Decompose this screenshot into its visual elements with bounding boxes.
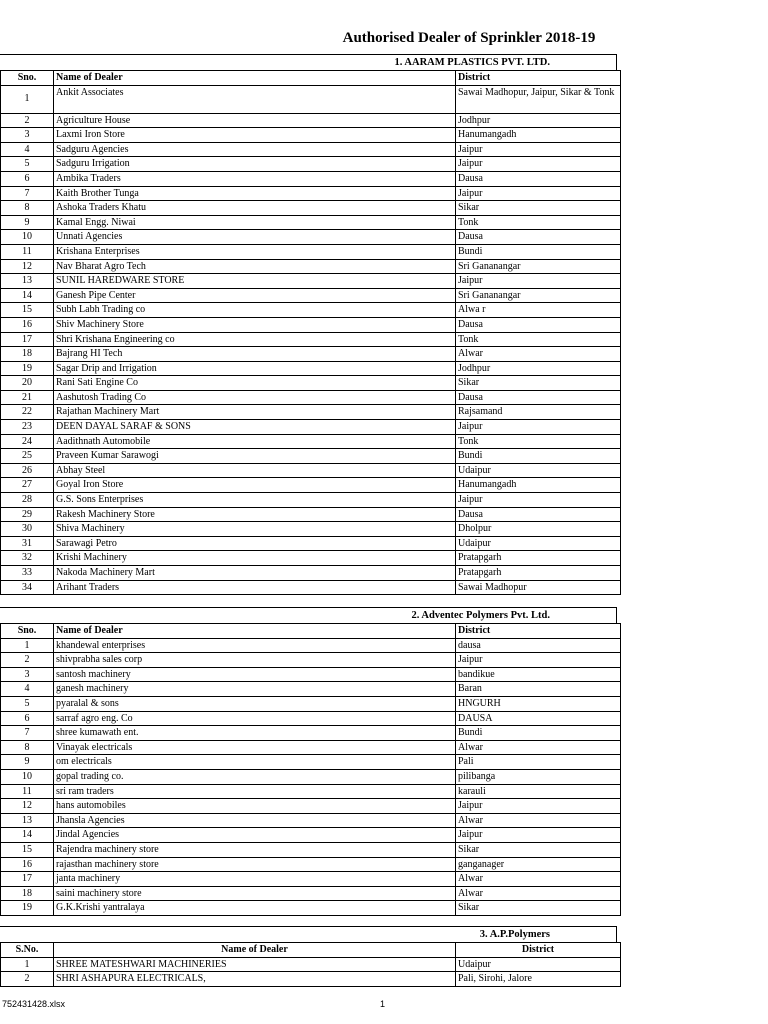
cell-dealer-name: Kaith Brother Tunga	[54, 186, 456, 201]
cell-sno: 32	[1, 551, 54, 566]
cell-district: Bundi	[456, 449, 621, 464]
cell-sno: 29	[1, 507, 54, 522]
table-row	[1, 142, 621, 157]
table-row	[1, 128, 621, 143]
cell-district: Sikar	[456, 201, 621, 216]
table-row	[1, 259, 621, 274]
cell-sno: 13	[1, 813, 54, 828]
cell-dealer-name: SHRI ASHAPURA ELECTRICALS,	[54, 972, 456, 987]
column-header-sno: S.No.	[1, 943, 54, 958]
column-header-name: Name of Dealer	[54, 624, 456, 639]
cell-dealer-name: Vinayak electricals	[54, 740, 456, 755]
table-row	[1, 726, 621, 741]
column-header-sno: Sno.	[1, 71, 54, 86]
table-row	[1, 244, 621, 259]
table-row	[1, 799, 621, 814]
cell-dealer-name: Kamal Engg. Niwai	[54, 215, 456, 230]
cell-district: HNGURH	[456, 696, 621, 711]
cell-district: Alwa r	[456, 303, 621, 318]
table-row	[1, 347, 621, 362]
table-row	[1, 303, 621, 318]
table-row	[1, 696, 621, 711]
cell-sno: 2	[1, 113, 54, 128]
cell-dealer-name: Sadguru Agencies	[54, 142, 456, 157]
section-aaram-plastics	[0, 54, 617, 595]
table-row	[1, 493, 621, 508]
table-row	[1, 434, 621, 449]
section-ap-polymers	[0, 926, 617, 987]
cell-district: Jaipur	[456, 186, 621, 201]
cell-dealer-name: SHREE MATESHWARI MACHINERIES	[54, 957, 456, 972]
cell-sno: 9	[1, 215, 54, 230]
cell-dealer-name: sri ram traders	[54, 784, 456, 799]
cell-sno: 23	[1, 420, 54, 435]
cell-sno: 19	[1, 901, 54, 916]
cell-sno: 14	[1, 288, 54, 303]
cell-sno: 3	[1, 667, 54, 682]
cell-district: Tonk	[456, 332, 621, 347]
table-row	[1, 580, 621, 595]
cell-district: Udaipur	[456, 957, 621, 972]
cell-sno: 15	[1, 303, 54, 318]
table-row	[1, 784, 621, 799]
cell-dealer-name: Ambika Traders	[54, 171, 456, 186]
column-header-name: Name of Dealer	[54, 943, 456, 958]
table-row	[1, 740, 621, 755]
table-row	[1, 274, 621, 289]
cell-dealer-name: DEEN DAYAL SARAF & SONS	[54, 420, 456, 435]
table-row	[1, 288, 621, 303]
cell-district: Alwar	[456, 813, 621, 828]
table-row	[1, 972, 621, 987]
cell-district: Udaipur	[456, 463, 621, 478]
cell-district: Rajsamand	[456, 405, 621, 420]
cell-sno: 12	[1, 259, 54, 274]
table-row	[1, 463, 621, 478]
column-header-name: Name of Dealer	[54, 71, 456, 86]
cell-dealer-name: Agriculture House	[54, 113, 456, 128]
table-row	[1, 828, 621, 843]
cell-sno: 2	[1, 653, 54, 668]
cell-sno: 21	[1, 390, 54, 405]
cell-dealer-name: gopal trading co.	[54, 769, 456, 784]
cell-district: Pratapgarh	[456, 566, 621, 581]
table-row	[1, 420, 621, 435]
cell-district: Tonk	[456, 434, 621, 449]
cell-district: Pratapgarh	[456, 551, 621, 566]
cell-sno: 8	[1, 201, 54, 216]
table-row	[1, 317, 621, 332]
cell-sno: 20	[1, 376, 54, 391]
cell-sno: 10	[1, 230, 54, 245]
cell-district: pilibanga	[456, 769, 621, 784]
cell-sno: 16	[1, 317, 54, 332]
cell-dealer-name: Nav Bharat Agro Tech	[54, 259, 456, 274]
cell-district: Jodhpur	[456, 361, 621, 376]
cell-dealer-name: Shiv Machinery Store	[54, 317, 456, 332]
cell-dealer-name: shree kumawath ent.	[54, 726, 456, 741]
table-row	[1, 755, 621, 770]
cell-dealer-name: Krishana Enterprises	[54, 244, 456, 259]
cell-dealer-name: rajasthan machinery store	[54, 857, 456, 872]
cell-sno: 11	[1, 244, 54, 259]
table-row	[1, 113, 621, 128]
cell-dealer-name: Praveen Kumar Sarawogi	[54, 449, 456, 464]
table-row	[1, 842, 621, 857]
cell-sno: 18	[1, 347, 54, 362]
cell-district: Hanumangadh	[456, 478, 621, 493]
cell-sno: 8	[1, 740, 54, 755]
table-row	[1, 215, 621, 230]
cell-district: Dausa	[456, 390, 621, 405]
table-row	[1, 522, 621, 537]
table-row	[1, 449, 621, 464]
cell-dealer-name: om electricals	[54, 755, 456, 770]
cell-dealer-name: Sadguru Irrigation	[54, 157, 456, 172]
table-row	[1, 551, 621, 566]
cell-district: Jaipur	[456, 828, 621, 843]
cell-sno: 11	[1, 784, 54, 799]
cell-dealer-name: Subh Labh Trading co	[54, 303, 456, 318]
cell-dealer-name: Laxmi Iron Store	[54, 128, 456, 143]
table-row	[1, 85, 621, 113]
table-header-row	[1, 624, 621, 639]
table-row	[1, 667, 621, 682]
cell-sno: 5	[1, 157, 54, 172]
footer-filename: 752431428.xlsx	[2, 999, 66, 1009]
cell-dealer-name: Rani Sati Engine Co	[54, 376, 456, 391]
cell-district: Pali	[456, 755, 621, 770]
cell-dealer-name: saini machinery store	[54, 886, 456, 901]
cell-sno: 7	[1, 186, 54, 201]
table-row	[1, 507, 621, 522]
cell-district: Baran	[456, 682, 621, 697]
cell-dealer-name: santosh machinery	[54, 667, 456, 682]
cell-dealer-name: Shri Krishana Engineering co	[54, 332, 456, 347]
cell-district: Jaipur	[456, 142, 621, 157]
cell-district: Alwar	[456, 347, 621, 362]
table-row	[1, 376, 621, 391]
cell-dealer-name: Krishi Machinery	[54, 551, 456, 566]
cell-dealer-name: janta machinery	[54, 872, 456, 887]
table-row	[1, 332, 621, 347]
cell-district: Sri Gananangar	[456, 259, 621, 274]
cell-district: Jaipur	[456, 420, 621, 435]
cell-sno: 25	[1, 449, 54, 464]
cell-dealer-name: G.K.Krishi yantralaya	[54, 901, 456, 916]
cell-district: Dausa	[456, 230, 621, 245]
cell-sno: 6	[1, 171, 54, 186]
cell-sno: 31	[1, 536, 54, 551]
cell-dealer-name: Rakesh Machinery Store	[54, 507, 456, 522]
cell-district: dausa	[456, 638, 621, 653]
cell-sno: 24	[1, 434, 54, 449]
cell-sno: 27	[1, 478, 54, 493]
cell-district: Alwar	[456, 872, 621, 887]
section-adventec-polymers	[0, 607, 617, 916]
table-row	[1, 201, 621, 216]
dealer-table	[0, 623, 621, 916]
cell-district: Jaipur	[456, 274, 621, 289]
cell-dealer-name: Rajathan Machinery Mart	[54, 405, 456, 420]
cell-sno: 6	[1, 711, 54, 726]
column-header-district: District	[456, 943, 621, 958]
cell-sno: 16	[1, 857, 54, 872]
cell-dealer-name: Aashutosh Trading Co	[54, 390, 456, 405]
cell-sno: 33	[1, 566, 54, 581]
cell-district: Bundi	[456, 726, 621, 741]
cell-sno: 7	[1, 726, 54, 741]
cell-sno: 13	[1, 274, 54, 289]
table-row	[1, 769, 621, 784]
dealer-table	[0, 70, 621, 595]
cell-district: Sawai Madhopur	[456, 580, 621, 595]
cell-district: ganganager	[456, 857, 621, 872]
table-row	[1, 886, 621, 901]
cell-sno: 10	[1, 769, 54, 784]
cell-sno: 3	[1, 128, 54, 143]
cell-district: bandikue	[456, 667, 621, 682]
cell-district: Jaipur	[456, 157, 621, 172]
table-row	[1, 186, 621, 201]
cell-sno: 4	[1, 142, 54, 157]
cell-dealer-name: Jindal Agencies	[54, 828, 456, 843]
cell-district: Bundi	[456, 244, 621, 259]
cell-dealer-name: hans automobiles	[54, 799, 456, 814]
table-row	[1, 638, 621, 653]
cell-sno: 30	[1, 522, 54, 537]
cell-district: Jaipur	[456, 799, 621, 814]
column-header-district: District	[456, 624, 621, 639]
cell-dealer-name: Unnati Agencies	[54, 230, 456, 245]
footer-page-number: 1	[380, 999, 386, 1009]
cell-sno: 1	[1, 957, 54, 972]
table-row	[1, 390, 621, 405]
cell-dealer-name: shivprabha sales corp	[54, 653, 456, 668]
cell-sno: 17	[1, 872, 54, 887]
cell-district: Sikar	[456, 376, 621, 391]
cell-district: Pali, Sirohi, Jalore	[456, 972, 621, 987]
cell-sno: 12	[1, 799, 54, 814]
table-row	[1, 682, 621, 697]
cell-dealer-name: khandewal enterprises	[54, 638, 456, 653]
cell-sno: 9	[1, 755, 54, 770]
cell-sno: 4	[1, 682, 54, 697]
table-row	[1, 157, 621, 172]
cell-sno: 18	[1, 886, 54, 901]
table-row	[1, 813, 621, 828]
cell-dealer-name: Arihant Traders	[54, 580, 456, 595]
cell-dealer-name: Bajrang HI Tech	[54, 347, 456, 362]
cell-district: karauli	[456, 784, 621, 799]
cell-district: Sawai Madhopur, Jaipur, Sikar & Tonk	[456, 85, 621, 113]
column-header-district: District	[456, 71, 621, 86]
column-header-sno: Sno.	[1, 624, 54, 639]
cell-dealer-name: ganesh machinery	[54, 682, 456, 697]
cell-sno: 14	[1, 828, 54, 843]
cell-dealer-name: Rajendra machinery store	[54, 842, 456, 857]
cell-sno: 19	[1, 361, 54, 376]
cell-district: DAUSA	[456, 711, 621, 726]
page-title: Authorised Dealer of Sprinkler 2018-19	[342, 30, 596, 46]
cell-sno: 26	[1, 463, 54, 478]
cell-sno: 17	[1, 332, 54, 347]
cell-district: Sikar	[456, 842, 621, 857]
cell-district: Jaipur	[456, 653, 621, 668]
cell-dealer-name: Nakoda Machinery Mart	[54, 566, 456, 581]
table-row	[1, 478, 621, 493]
table-row	[1, 857, 621, 872]
table-row	[1, 653, 621, 668]
table-header-row	[1, 943, 621, 958]
cell-dealer-name: Aadithnath Automobile	[54, 434, 456, 449]
cell-district: Dausa	[456, 317, 621, 332]
table-row	[1, 957, 621, 972]
section-heading: 1. AARAM PLASTICS PVT. LTD.	[0, 54, 617, 70]
cell-dealer-name: Jhansla Agencies	[54, 813, 456, 828]
cell-dealer-name: SUNIL HAREDWARE STORE	[54, 274, 456, 289]
table-row	[1, 405, 621, 420]
dealer-table	[0, 942, 621, 987]
table-row	[1, 171, 621, 186]
cell-dealer-name: pyaralal & sons	[54, 696, 456, 711]
table-row	[1, 901, 621, 916]
cell-district: Tonk	[456, 215, 621, 230]
table-header-row	[1, 71, 621, 86]
cell-district: Dausa	[456, 507, 621, 522]
section-heading: 2. Adventec Polymers Pvt. Ltd.	[0, 607, 617, 623]
cell-sno: 22	[1, 405, 54, 420]
cell-district: Dholpur	[456, 522, 621, 537]
cell-district: Jaipur	[456, 493, 621, 508]
cell-dealer-name: Goyal Iron Store	[54, 478, 456, 493]
table-row	[1, 566, 621, 581]
cell-district: Alwar	[456, 740, 621, 755]
cell-district: Dausa	[456, 171, 621, 186]
cell-district: Alwar	[456, 886, 621, 901]
cell-dealer-name: Sarawagi Petro	[54, 536, 456, 551]
cell-dealer-name: Ganesh Pipe Center	[54, 288, 456, 303]
cell-sno: 1	[1, 638, 54, 653]
table-row	[1, 361, 621, 376]
table-row	[1, 872, 621, 887]
cell-sno: 2	[1, 972, 54, 987]
cell-dealer-name: Shiva Machinery	[54, 522, 456, 537]
cell-dealer-name: Abhay Steel	[54, 463, 456, 478]
cell-district: Udaipur	[456, 536, 621, 551]
cell-sno: 1	[1, 85, 54, 113]
cell-sno: 34	[1, 580, 54, 595]
cell-dealer-name: Sagar Drip and Irrigation	[54, 361, 456, 376]
cell-district: Hanumangadh	[456, 128, 621, 143]
cell-sno: 15	[1, 842, 54, 857]
cell-sno: 28	[1, 493, 54, 508]
table-row	[1, 230, 621, 245]
section-heading: 3. A.P.Polymers	[0, 926, 617, 942]
cell-dealer-name: G.S. Sons Enterprises	[54, 493, 456, 508]
cell-dealer-name: Ankit Associates	[54, 85, 456, 113]
table-row	[1, 536, 621, 551]
cell-district: Sikar	[456, 901, 621, 916]
cell-dealer-name: Ashoka Traders Khatu	[54, 201, 456, 216]
cell-district: Sri Gananangar	[456, 288, 621, 303]
cell-sno: 5	[1, 696, 54, 711]
cell-district: Jodhpur	[456, 113, 621, 128]
cell-dealer-name: sarraf agro eng. Co	[54, 711, 456, 726]
table-row	[1, 711, 621, 726]
